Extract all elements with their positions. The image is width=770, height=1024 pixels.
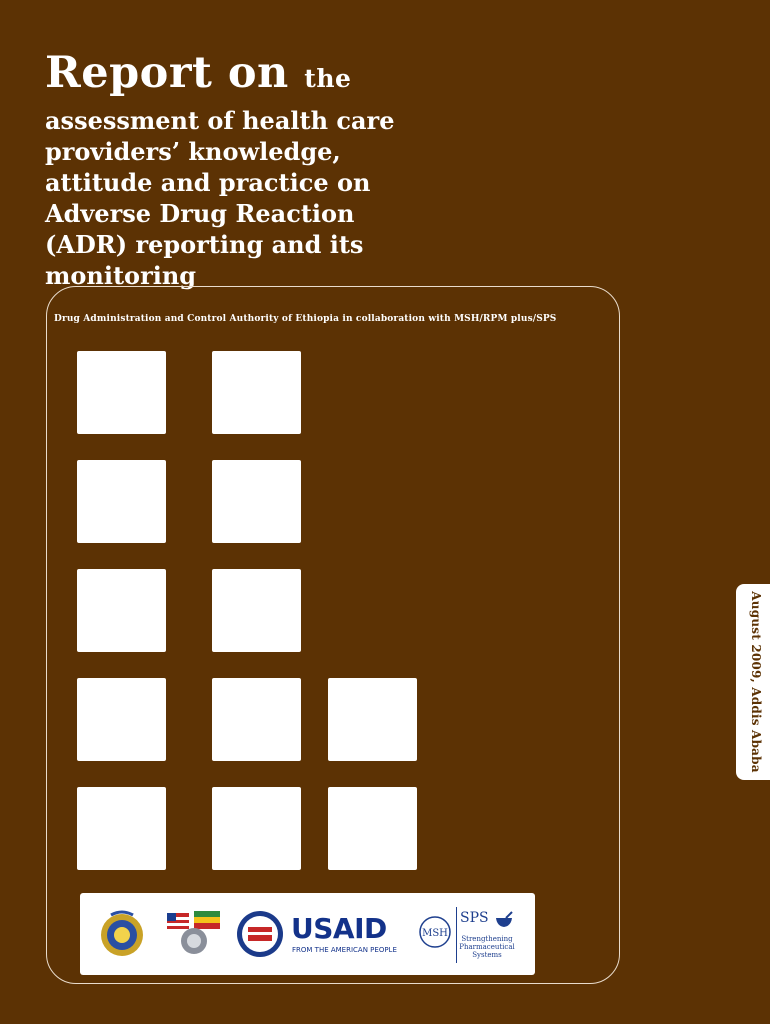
photo-tile [212, 678, 301, 761]
photo-tile [77, 569, 166, 652]
title-line: attitude and practice on [45, 168, 371, 197]
msh-text: MSH [422, 928, 448, 939]
title-line: (ADR) reporting and its [45, 230, 364, 259]
photo-tile [328, 678, 417, 761]
report-title [45, 48, 465, 291]
photo-tile [77, 678, 166, 761]
title-body [45, 105, 465, 291]
photo-tile [77, 787, 166, 870]
partner-seal-logo [235, 909, 285, 959]
photo-tile [328, 787, 417, 870]
mortar-pestle-icon [494, 911, 514, 929]
photo-tile [212, 569, 301, 652]
photo-tile [212, 460, 301, 543]
title-first-line [45, 48, 465, 104]
title-line: monitoring [45, 261, 197, 290]
sps-logo: SPS [460, 910, 489, 926]
msh-logo [418, 915, 452, 949]
flags-logo [164, 907, 224, 959]
title-line: providers’ knowledge, [45, 137, 341, 166]
date-location: August 2009, Addis Ababa [749, 591, 763, 773]
partner-logos-bar [80, 893, 535, 975]
usaid-tagline: FROM THE AMERICAN PEOPLE [292, 946, 397, 954]
sps-line: Strengthening [461, 935, 513, 943]
photo-tile [77, 460, 166, 543]
photo-tile [77, 351, 166, 434]
sps-line: Pharmaceutical [459, 943, 515, 951]
collaboration-line: Drug Administration and Control Authority of Ethiopia in collaboration with MSH/RPM plus/SPS [54, 314, 557, 324]
title-line: assessment of health care [45, 106, 395, 135]
title-lead: Report on [45, 48, 289, 98]
sps-line: Systems [472, 951, 502, 959]
photo-tile [212, 351, 301, 434]
sps-subtitle [457, 935, 517, 959]
title-the: the [304, 64, 352, 93]
title-line: Adverse Drug Reaction [45, 199, 355, 228]
photo-tile [212, 787, 301, 870]
usaid-logo: USAID [291, 912, 387, 945]
ethiopia-emblem-logo [97, 909, 147, 959]
